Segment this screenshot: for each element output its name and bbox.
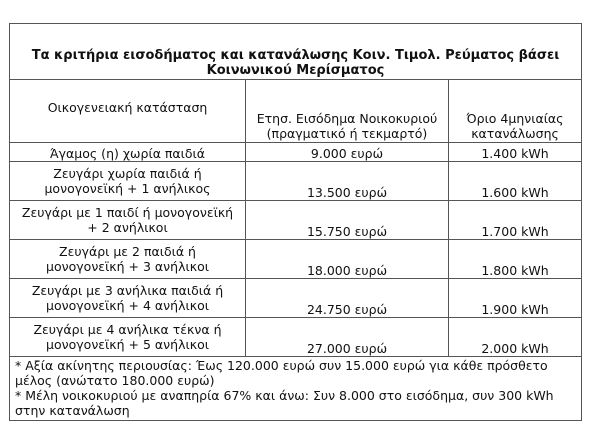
income-cell: 27.000 ευρώ <box>246 318 449 357</box>
table-row <box>10 162 582 201</box>
consumption-limit-cell: 1.400 kWh <box>449 143 582 162</box>
family-status-cell: Ζευγάρι με 3 ανήλικα παιδιά ή μονογονεϊκή + 4 ανήλικοι <box>10 279 246 318</box>
table-row <box>10 318 582 357</box>
income-cell: 13.500 ευρώ <box>246 162 449 201</box>
table-title-line2: Κοινωνικού Μερίσματος <box>206 63 385 78</box>
family-status-cell: Άγαμος (η) χωρία παιδιά <box>10 143 246 162</box>
title-row <box>10 24 582 80</box>
notes-row <box>10 357 582 421</box>
table-row <box>10 240 582 279</box>
consumption-limit-cell: 1.800 kWh <box>449 240 582 279</box>
family-status-cell: Ζευγάρι χωρία παιδιά ή μονογονεϊκή + 1 ανήλικος <box>10 162 246 201</box>
column-header-family-status: Οικογενειακή κατάσταση <box>10 80 246 143</box>
column-header-consumption-limit: Όριο 4μηνιαίας κατανάλωσης <box>449 80 582 143</box>
family-status-cell: Ζευγάρι με 2 παιδιά ή μονογονεϊκή + 3 ανήλικοι <box>10 240 246 279</box>
table-row <box>10 279 582 318</box>
footnote-disability: * Μέλη νοικοκυριού με αναπηρία 67% και άνω: Συν 8.000 στο εισόδημα, συν 300 kWh στην κατανάλωση <box>15 388 554 418</box>
table-row <box>10 201 582 240</box>
footnotes <box>10 357 582 421</box>
income-cell: 18.000 ευρώ <box>246 240 449 279</box>
family-status-cell: Ζευγάρι με 4 ανήλικα τέκνα ή μονογονεϊκή + 5 ανήλικοι <box>10 318 246 357</box>
consumption-limit-cell: 1.600 kWh <box>449 162 582 201</box>
footnote-property-value: * Αξία ακίνητης περιουσίας: Έως 120.000 ευρώ συν 15.000 ευρώ για κάθε πρόσθετο μέλος (ανώτατο 180.000 ευρώ) <box>15 358 548 388</box>
table-title <box>10 24 582 80</box>
column-header-annual-income: Ετησ. Εισόδημα Νοικοκυριού (πραγματικό ή τεκμαρτό) <box>246 80 449 143</box>
consumption-limit-cell: 1.900 kWh <box>449 279 582 318</box>
income-cell: 9.000 ευρώ <box>246 143 449 162</box>
family-status-cell: Ζευγάρι με 1 παιδί ή μονογονεϊκή + 2 ανήλικοι <box>10 201 246 240</box>
consumption-limit-cell: 1.700 kWh <box>449 201 582 240</box>
header-row <box>10 80 582 143</box>
table-title-line1: Τα κριτήρια εισοδήματος και κατανάλωσης Κοιν. Τιμολ. Ρεύματος βάσει <box>31 48 560 63</box>
consumption-limit-cell: 2.000 kWh <box>449 318 582 357</box>
income-criteria-table <box>9 23 582 421</box>
income-cell: 15.750 ευρώ <box>246 201 449 240</box>
income-cell: 24.750 ευρώ <box>246 279 449 318</box>
table-row <box>10 143 582 162</box>
